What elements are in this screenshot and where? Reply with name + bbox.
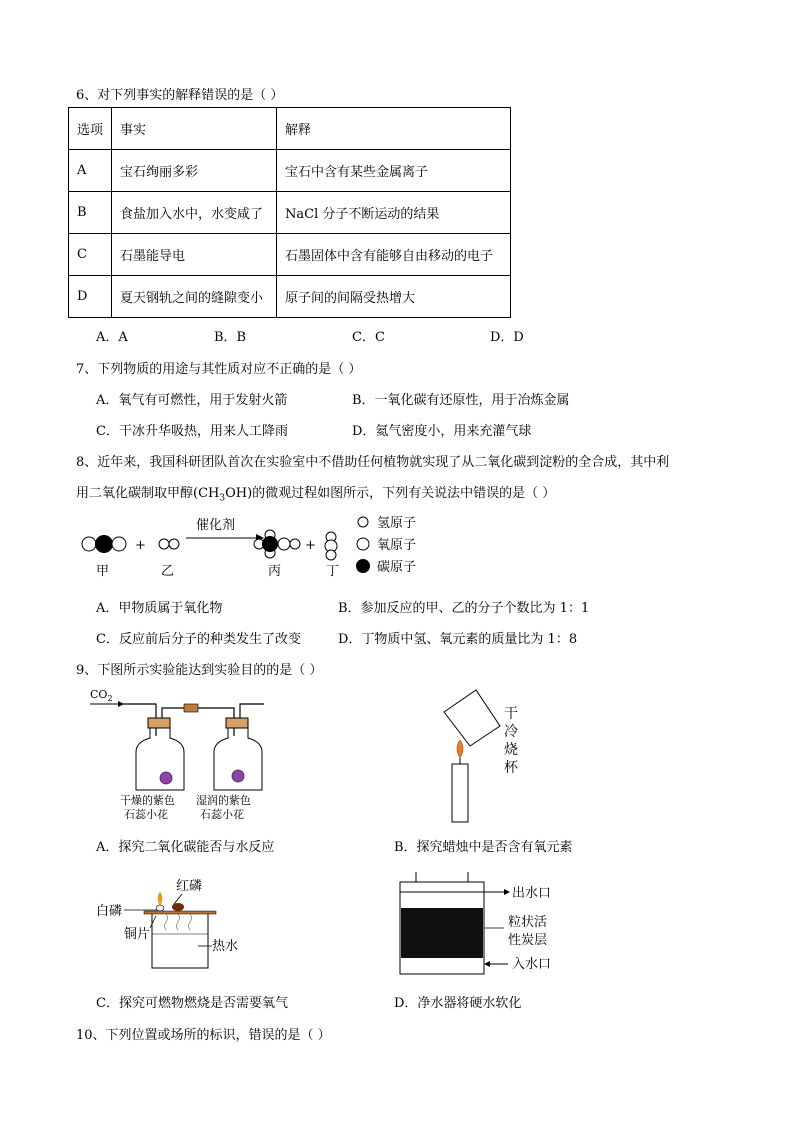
white-phosphorus-label: 白磷 [96, 904, 123, 919]
gas-bottle [136, 728, 184, 790]
molecule-label: 丁 [326, 564, 340, 579]
table-header: 事实 [112, 108, 277, 150]
q8-stem-line1: 8、近年来，我国科研团队首次在实验室中不借助任何植物就实现了从二氧化碳到淀粉的全合成，其中利 [76, 455, 670, 470]
q6-option-a[interactable]: A．A [96, 330, 128, 345]
stopper [148, 718, 170, 728]
table-row [69, 192, 511, 234]
oxygen-atom [82, 537, 96, 551]
beaker-icon [444, 690, 500, 746]
hydrogen-atom [326, 550, 336, 560]
oxygen-atom [112, 537, 126, 551]
q8-option-a[interactable]: A．甲物质属于氧化物 [96, 601, 223, 616]
q8-option-d[interactable]: D．丁物质中氢、氧元素的质量比为 1：8 [338, 632, 578, 647]
hydrogen-atom [159, 539, 169, 549]
q7-option-c[interactable]: C．干冰升华吸热，用来人工降雨 [96, 424, 288, 439]
legend-hydrogen-icon [358, 517, 368, 527]
activated-carbon-layer [401, 908, 483, 958]
figure-c-phosphorus [94, 870, 274, 978]
beaker-label: 干 [504, 706, 518, 722]
carbon-atom [262, 536, 278, 552]
legend-label: 氢原子 [377, 516, 417, 531]
stopper [226, 718, 248, 728]
carbon-label: 粒状活 [508, 915, 548, 930]
table-cell: 宝石中含有某些金属离子 [277, 150, 511, 192]
q7-option-d[interactable]: D．氦气密度小，用来充灌气球 [352, 424, 532, 439]
beaker-label: 冷 [504, 724, 518, 740]
q8-option-c[interactable]: C．反应前后分子的种类发生了改变 [96, 632, 301, 647]
q6-table [68, 107, 511, 318]
q7-stem: 7、下列物质的用途与其性质对应不正确的是（ ） [76, 362, 362, 377]
table-cell: 宝石绚丽多彩 [112, 150, 277, 192]
outlet-label: 出水口 [512, 886, 552, 901]
catalyst-label: 催化剂 [196, 518, 236, 533]
hydrogen-atom [290, 539, 300, 549]
legend-oxygen-icon [357, 538, 369, 550]
q6-stem: 6、对下列事实的解释错误的是（ ） [76, 88, 284, 103]
beaker-label: 烧 [504, 742, 518, 758]
table-cell: C [69, 234, 112, 276]
table-cell: 夏天钢轨之间的缝隙变小 [112, 276, 277, 318]
figure-a-co2-bottles [88, 686, 278, 826]
copper-label: 铜片 [124, 927, 151, 942]
q10-stem: 10、下列位置或场所的标识，错误的是（ ） [76, 1028, 331, 1043]
arrow-head-icon [484, 961, 490, 967]
molecule-label: 乙 [161, 564, 175, 579]
steam-icon [165, 914, 192, 930]
table-cell: NaCl 分子不断运动的结果 [277, 192, 511, 234]
candle-icon [452, 764, 468, 822]
carbon-label: 性炭层 [508, 933, 548, 948]
table-header: 解释 [277, 108, 511, 150]
table-cell: D [69, 276, 112, 318]
plus-sign: + [305, 538, 316, 553]
bottle-label: 干燥的紫色 [120, 794, 175, 807]
table-cell: 石墨固体中含有能够自由移动的电子 [277, 234, 511, 276]
legend-label: 碳原子 [377, 560, 417, 575]
reaction-diagram [78, 508, 438, 584]
legend-label: 氧原子 [377, 538, 417, 553]
table-row [69, 150, 511, 192]
table-cell: B [69, 192, 112, 234]
table-cell: A [69, 150, 112, 192]
q7-option-a[interactable]: A．氧气有可燃性，用于发射火箭 [96, 393, 288, 408]
q8-stem-text: OH)的微观过程如图所示，下列有关说法中错误的是（ ） [225, 486, 556, 501]
figure-b-candle-beaker [430, 684, 530, 826]
beaker-label: 杯 [504, 760, 518, 776]
bottle-label: 石蕊小花 [124, 808, 168, 821]
table-header-row [69, 108, 511, 150]
bottle-label: 石蕊小花 [200, 808, 244, 821]
litmus-flower-icon [232, 770, 244, 782]
pointer-line [174, 894, 182, 904]
q9-option-b[interactable]: B．探究蜡烛中是否含有氧元素 [394, 840, 573, 855]
table-row [69, 234, 511, 276]
red-phosphorus-icon [172, 903, 184, 911]
q7-option-b[interactable]: B．一氧化碳有还原性，用于冶炼金属 [352, 393, 570, 408]
q6-option-b[interactable]: B．B [214, 330, 247, 345]
white-phosphorus-icon [156, 905, 164, 911]
figure-d-water-purifier [396, 868, 596, 980]
table-cell: 食盐加入水中，水变咸了 [112, 192, 277, 234]
q6-option-c[interactable]: C．C [352, 330, 385, 345]
molecule-label: 甲 [96, 564, 110, 579]
beaker-icon [152, 914, 208, 968]
red-phosphorus-label: 红磷 [176, 879, 203, 894]
q9-option-c[interactable]: C．探究可燃物燃烧是否需要氧气 [96, 996, 288, 1011]
q8-stem-text: 用二氧化碳制取甲醇(CH [76, 486, 220, 501]
q9-option-a[interactable]: A．探究二氧化碳能否与水反应 [96, 840, 275, 855]
copper-plate [144, 911, 216, 914]
pointer-line [150, 916, 156, 928]
subscript: 3 [219, 493, 226, 504]
legend-carbon-icon [356, 559, 370, 573]
q6-option-d[interactable]: D．D [490, 330, 524, 345]
gas-label: $CO_2$ [90, 688, 113, 703]
plus-sign: + [135, 538, 146, 553]
bottle-label: 湿润的紫色 [196, 794, 251, 807]
flame-icon [457, 740, 463, 758]
inlet-label: 入水口 [512, 957, 552, 972]
carbon-atom [95, 535, 113, 553]
table-cell: 石墨能导电 [112, 234, 277, 276]
molecule-label: 丙 [268, 564, 282, 579]
q8-stem-line2 [76, 482, 555, 504]
rubber-connector [184, 704, 198, 712]
q9-stem: 9、下图所示实验能达到实验目的的是（ ） [76, 663, 323, 678]
table-row [69, 276, 511, 318]
hydrogen-atom [169, 539, 179, 549]
flame-icon [158, 892, 162, 906]
table-header: 选项 [69, 108, 112, 150]
q8-option-b[interactable]: B．参加反应的甲、乙的分子个数比为 1：1 [338, 601, 590, 616]
table-cell: 原子间的间隔受热增大 [277, 276, 511, 318]
litmus-flower-icon [160, 772, 172, 784]
q9-option-d[interactable]: D．净水器将硬水软化 [394, 996, 522, 1011]
arrow-head-icon [504, 889, 510, 895]
hot-water-label: 热水 [212, 939, 239, 954]
oxygen-atom [278, 538, 290, 550]
